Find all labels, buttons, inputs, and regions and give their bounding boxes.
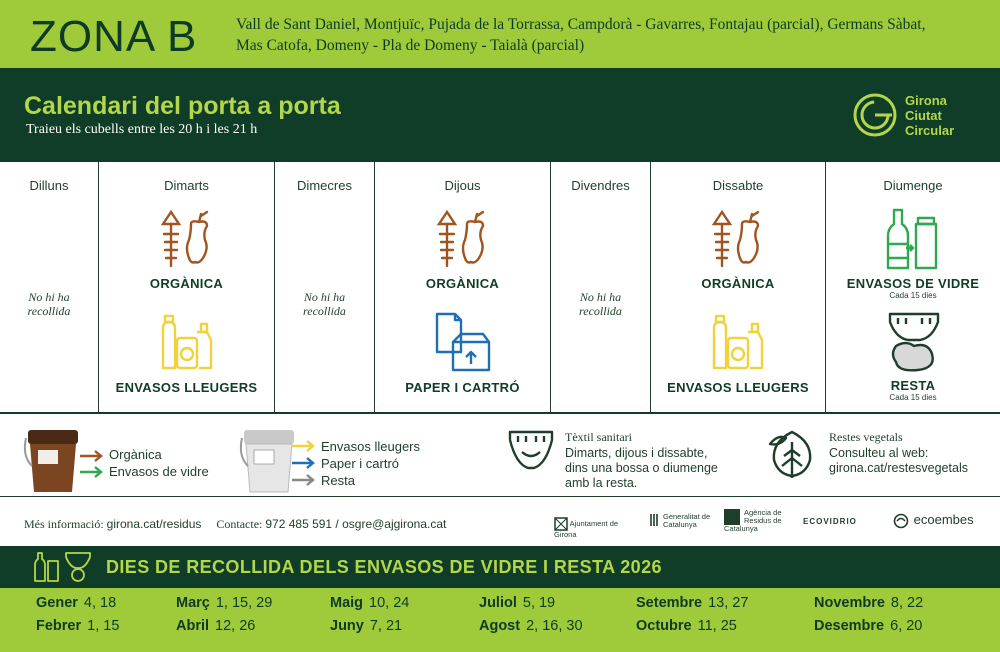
zone-title: ZONA B: [30, 12, 198, 61]
collection-days-header: [0, 546, 1000, 588]
month-name: Març: [176, 595, 210, 611]
month-name: Juliol: [479, 595, 517, 611]
day-name: Dimecres: [297, 178, 352, 193]
grey-bin-labels: [321, 438, 420, 489]
month-may: [330, 595, 409, 611]
bin-arrows-icon: [80, 446, 108, 480]
month-days: 11, 25: [697, 618, 737, 634]
textile-line-2: dins una bossa o diumenge: [565, 461, 718, 475]
glass-frequency-note: Cada 15 dies: [889, 291, 937, 300]
brown-bin-icon: [22, 426, 84, 496]
month-july: [479, 595, 555, 611]
arc-name: Agència de Residus de Catalunya: [724, 508, 782, 533]
no-collection-line-1: No hi ha: [28, 290, 70, 304]
no-collection-line-1: No hi ha: [303, 290, 346, 304]
label-rest: RESTA: [890, 378, 936, 393]
collection-days-calendar: [0, 588, 1000, 652]
no-collection-line-1: No hi ha: [579, 290, 622, 304]
textile-title: Tèxtil sanitari: [565, 430, 632, 444]
day-saturday: [651, 162, 826, 414]
light-packaging-icon: [159, 312, 217, 372]
month-august: [479, 618, 583, 634]
generalitat-logo: [650, 513, 716, 529]
day-name: Diumenge: [883, 178, 943, 193]
month-june: [330, 618, 402, 634]
month-february: [36, 618, 119, 634]
logo-line-3: Circular: [905, 123, 955, 138]
brown-bin-label-glass: Envasos de vidre: [109, 464, 209, 479]
contact-label: Contacte:: [216, 517, 263, 531]
month-april: [176, 618, 255, 634]
grey-bin-icon: [238, 426, 300, 496]
month-october: [636, 618, 737, 634]
day-sunday: [826, 162, 1000, 414]
calendar-header: [0, 68, 1000, 162]
arc-logo: [724, 509, 792, 533]
rest-waste-icon: [888, 312, 940, 374]
textile-line-3: amb la resta.: [565, 476, 638, 490]
month-days: 10, 24: [369, 595, 410, 611]
day-monday: [0, 162, 99, 414]
label-organic: ORGÀNICA: [701, 276, 775, 291]
calendar-title: Calendari del porta a porta: [24, 92, 341, 120]
organic-waste-icon: [433, 206, 493, 270]
light-packaging-icon: [710, 312, 768, 372]
glass-bottle-icon: [886, 208, 942, 270]
more-info-label: Més informació:: [24, 517, 104, 531]
month-september: [636, 595, 748, 611]
brown-bin-label-organic: Orgànica: [109, 447, 162, 462]
month-days: 6, 20: [890, 618, 923, 634]
grey-bin-label-light-packaging: Envasos lleugers: [321, 439, 420, 454]
month-november: [814, 595, 923, 611]
day-name: Dissabte: [712, 178, 764, 193]
month-days: 5, 19: [522, 595, 556, 611]
week-schedule: [0, 162, 1000, 414]
bins-info-row: [0, 414, 1000, 496]
generalitat-name: Generalitat de Catalunya: [663, 512, 711, 529]
vegetal-text: [829, 446, 968, 476]
ecoembes-icon: [892, 513, 910, 529]
brown-bin-labels: [109, 446, 209, 480]
month-days: 7, 21: [369, 618, 403, 634]
label-light-packaging: ENVASOS LLEUGERS: [667, 380, 809, 395]
diaper-icon: [508, 430, 554, 476]
vegetal-title: Restes vegetals: [829, 430, 903, 444]
no-collection-line-2: recollida: [303, 304, 346, 318]
month-name: Novembre: [814, 595, 885, 611]
logo-line-2: Ciutat: [905, 108, 942, 123]
day-name: Dimarts: [164, 178, 209, 193]
month-name: Abril: [176, 618, 210, 634]
logo-line-1: Girona: [905, 93, 947, 108]
label-organic: ORGÀNICA: [149, 276, 224, 291]
textile-line-1: Dimarts, dijous i dissabte,: [565, 446, 708, 460]
contact-text: [24, 517, 446, 532]
month-name: Febrer: [36, 618, 82, 634]
rest-frequency-note: Cada 15 dies: [889, 393, 937, 402]
no-collection-text: [0, 290, 98, 318]
collection-days-title: DIES DE RECOLLIDA DELS ENVASOS DE VIDRE I RESTA 2026: [106, 557, 662, 577]
bin-arrows-icon: [292, 438, 320, 488]
girona-circular-logo-icon: [852, 92, 898, 138]
month-december: [814, 618, 922, 634]
no-collection-text: [551, 290, 650, 318]
label-glass: ENVASOS DE VIDRE: [846, 276, 980, 291]
month-name: Setembre: [636, 595, 703, 611]
contact-value[interactable]: 972 485 591 / osgre@ajgirona.cat: [265, 517, 447, 531]
label-paper-cardboard: PAPER I CARTRÓ: [405, 380, 520, 395]
vegetal-line-1: Consulteu al web:: [829, 446, 929, 460]
no-collection-line-2: recollida: [579, 304, 622, 318]
month-name: Gener: [36, 595, 78, 611]
month-days: 1, 15: [87, 618, 120, 634]
no-collection-text: [275, 290, 374, 318]
month-days: 12, 26: [215, 618, 256, 634]
month-days: 2, 16, 30: [526, 618, 583, 634]
day-tuesday: [99, 162, 275, 414]
day-name: Dijous: [444, 178, 481, 193]
month-january: [36, 595, 116, 611]
zone-areas-line-1: Vall de Sant Daniel, Montjuïc, Pujada de la Torrassa, Campdorà - Gavarres, Fontajau (parcial), Germans Sàbat,: [236, 16, 926, 33]
organic-waste-icon: [157, 206, 217, 270]
month-name: Octubre: [636, 618, 692, 634]
ecovidrio-logo: [803, 518, 857, 526]
ecoembes-name: ecoembes: [913, 512, 974, 527]
month-days: 13, 27: [708, 595, 749, 611]
month-days: 8, 22: [890, 595, 924, 611]
textile-text: [565, 446, 718, 491]
zone-banner: [0, 0, 1000, 68]
generalitat-flag-icon: [650, 513, 660, 527]
month-name: Desembre: [814, 618, 885, 634]
calendar-subtitle: Traieu els cubells entre les 20 h i les 21 h: [26, 122, 258, 137]
more-info-link[interactable]: girona.cat/residus: [106, 517, 202, 531]
label-light-packaging: ENVASOS LLEUGERS: [115, 380, 258, 395]
day-name: Divendres: [571, 178, 630, 193]
vegetal-web-link[interactable]: girona.cat/restesvegetals: [829, 461, 968, 475]
month-name: Juny: [330, 618, 364, 634]
day-friday: [551, 162, 651, 414]
day-thursday: [375, 162, 551, 414]
label-organic: ORGÀNICA: [425, 276, 500, 291]
month-name: Maig: [330, 595, 364, 611]
no-collection-line-2: recollida: [27, 304, 71, 318]
grey-bin-label-paper: Paper i cartró: [321, 456, 400, 471]
month-days: 4, 18: [83, 595, 117, 611]
ajuntament-name: Ajuntament de Girona: [554, 518, 619, 539]
organic-waste-icon: [708, 206, 768, 270]
girona-circular-logo-text: [905, 93, 954, 138]
glass-rest-icon: [34, 551, 94, 583]
ecoembes-logo: [892, 512, 974, 529]
arc-square-icon: [724, 509, 740, 525]
day-wednesday: [275, 162, 375, 414]
day-name: Dilluns: [29, 178, 69, 193]
zone-areas: [236, 14, 976, 56]
month-days: 1, 15, 29: [215, 595, 273, 611]
paper-cardboard-icon: [435, 312, 491, 372]
month-name: Agost: [479, 618, 521, 634]
ajuntament-logo: [554, 517, 642, 539]
ecovidrio-name: ECOVIDRIO: [803, 517, 857, 526]
grey-bin-label-rest: Resta: [321, 473, 355, 488]
month-march: [176, 595, 272, 611]
contact-row: [0, 496, 1000, 546]
plant-leaf-icon: [766, 428, 818, 480]
ajuntament-shield-icon: [554, 517, 568, 531]
zone-areas-line-2: Mas Catofa, Domeny - Pla de Domeny - Taialà (parcial): [236, 37, 585, 54]
